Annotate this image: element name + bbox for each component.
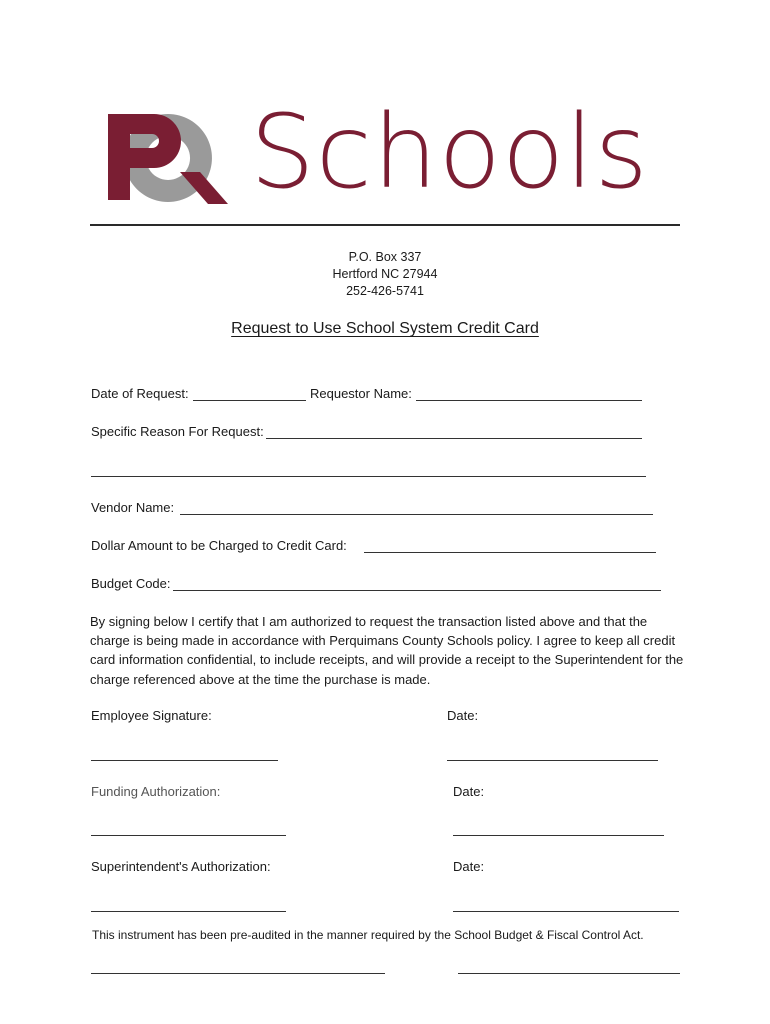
specific-reason-field[interactable] [266, 438, 642, 439]
vendor-name-label: Vendor Name: [91, 500, 175, 515]
logo-brand-text: Schools [250, 93, 649, 212]
budget-code-field[interactable] [173, 590, 661, 591]
employee-date-label: Date: [447, 708, 479, 723]
funding-date-field[interactable] [453, 835, 664, 836]
address-phone: 252-426-5741 [346, 284, 424, 298]
superintendent-authorization-label: Superintendent's Authorization: [91, 859, 271, 874]
pre-audit-date-field[interactable] [458, 973, 680, 974]
budget-code-label: Budget Code: [91, 576, 171, 591]
requestor-name-field[interactable] [416, 400, 642, 401]
pq-monogram-icon [108, 108, 248, 208]
employee-signature-field[interactable] [91, 760, 278, 761]
funding-date-label: Date: [453, 784, 485, 799]
superintendent-authorization-field[interactable] [91, 911, 286, 912]
date-of-request-label: Date of Request: [91, 386, 189, 401]
employee-signature-label: Employee Signature: [91, 708, 212, 723]
superintendent-date-label: Date: [453, 859, 485, 874]
certification-paragraph: By signing below I certify that I am authorized to request the transaction listed above and that the charge is being made in accordance with Perquimans County Schools policy. I agree to keep all credit card information confidential, to include receipts, and will provide a receipt to the Superintendent for the charge referenced above at the time the purchase is made. [90, 614, 684, 687]
pq-schools-logo [108, 93, 668, 212]
date-of-request-field[interactable] [193, 400, 306, 401]
vendor-name-field[interactable] [180, 514, 653, 515]
address-city: Hertford NC 27944 [332, 267, 438, 281]
employee-date-field[interactable] [447, 760, 658, 761]
header-divider [90, 224, 680, 226]
funding-authorization-label: Funding Authorization: [91, 784, 221, 799]
form-title: Request to Use School System Credit Card [231, 320, 539, 337]
pre-audit-note: This instrument has been pre-audited in the manner required by the School Budget & Fiscal Control Act. [92, 928, 644, 942]
superintendent-date-field[interactable] [453, 911, 679, 912]
pre-audit-signature-field[interactable] [91, 973, 385, 974]
specific-reason-field-line-2[interactable] [91, 476, 646, 477]
dollar-amount-label: Dollar Amount to be Charged to Credit Card: [91, 538, 347, 553]
specific-reason-label: Specific Reason For Request: [91, 424, 264, 439]
address-po-box: P.O. Box 337 [348, 250, 422, 264]
requestor-name-label: Requestor Name: [310, 386, 412, 401]
funding-authorization-field[interactable] [91, 835, 286, 836]
dollar-amount-field[interactable] [364, 552, 656, 553]
